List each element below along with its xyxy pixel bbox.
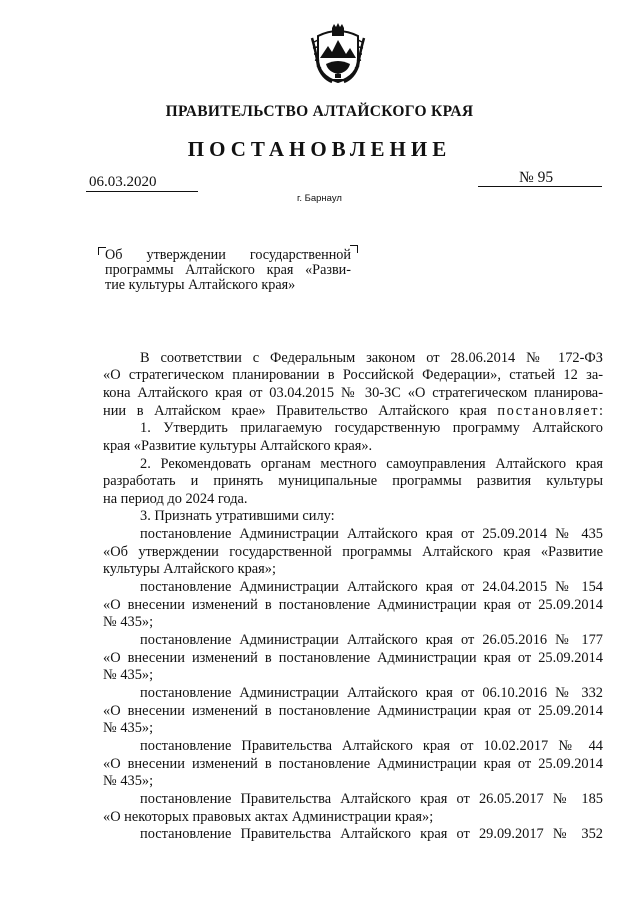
coat-of-arms-emblem <box>308 22 368 86</box>
city-label: г. Барнаул <box>297 193 342 204</box>
body-line: № 435»; <box>103 720 154 736</box>
body-text: : <box>599 403 603 419</box>
document-date: 06.03.2020 <box>89 174 157 190</box>
number-underline <box>478 186 602 187</box>
body-line: «О внесении изменений в постановление Администрации края от 25.09.2014 <box>103 650 603 666</box>
date-underline <box>86 191 198 192</box>
body-line: 3. Признать утратившими силу: <box>140 508 335 524</box>
body-line: постановление Администрации Алтайского края от 24.04.2015 № 154 <box>140 579 603 595</box>
document-type-title: ПОСТАНОВЛЕНИЕ <box>187 137 452 161</box>
body-line: постановление Правительства Алтайского края от 29.09.2017 № 352 <box>140 826 603 842</box>
operative-word: постановляет <box>497 403 599 419</box>
body-line: на период до 2024 года. <box>103 491 248 507</box>
body-line: постановление Администрации Алтайского края от 06.10.2016 № 332 <box>140 685 603 701</box>
document-number: № 95 <box>519 169 554 186</box>
body-line: кона Алтайского края от 03.04.2015 № 30-ЗС «О стратегическом планирова- <box>103 385 603 401</box>
body-line: № 435»; <box>103 773 154 789</box>
body-line: № 435»; <box>103 614 154 630</box>
body-line: «О внесении изменений в постановление Администрации края от 25.09.2014 <box>103 703 603 719</box>
body-line: «О внесении изменений в постановление Администрации края от 25.09.2014 <box>103 756 603 772</box>
body-line: «О внесении изменений в постановление Администрации края от 25.09.2014 <box>103 597 603 613</box>
subject-bracket-right <box>350 245 358 253</box>
body-line: культуры Алтайского края»; <box>103 561 276 577</box>
body-line: постановление Администрации Алтайского края от 26.05.2016 № 177 <box>140 632 603 648</box>
subject-line: тие культуры Алтайского края» <box>105 277 296 293</box>
body-line: разработать и принять муниципальные программы развития культуры <box>103 473 603 489</box>
body-line: края «Развитие культуры Алтайского края». <box>103 438 373 454</box>
body-line: постановление Правительства Алтайского края от 10.02.2017 № 44 <box>140 738 603 754</box>
body-line: «Об утверждении государственной программы Алтайского края «Развитие <box>103 544 603 560</box>
government-heading: ПРАВИТЕЛЬСТВО АЛТАЙСКОГО КРАЯ <box>165 103 474 120</box>
body-line: В соответствии с Федеральным законом от 28.06.2014 № 172-ФЗ <box>140 350 603 366</box>
body-text: нии в Алтайском крае» Правительство Алтайского края <box>103 403 498 419</box>
body-line: постановление Правительства Алтайского края от 26.05.2017 № 185 <box>140 791 603 807</box>
body-line: «О некоторых правовых актах Администрации края»; <box>103 809 434 825</box>
subject-line: программы Алтайского края «Разви- <box>105 262 351 278</box>
body-line: № 435»; <box>103 667 154 683</box>
subject-line: Об утверждении государственной <box>105 247 351 263</box>
body-line: «О стратегическом планировании в Российской Федерации», статьей 12 за- <box>103 367 603 383</box>
body-line <box>103 403 603 420</box>
body-line: 2. Рекомендовать органам местного самоуправления Алтайского края <box>140 456 603 472</box>
body-line: постановление Администрации Алтайского края от 25.09.2014 № 435 <box>140 526 603 542</box>
body-line: 1. Утвердить прилагаемую государственную программу Алтайского <box>140 420 603 436</box>
